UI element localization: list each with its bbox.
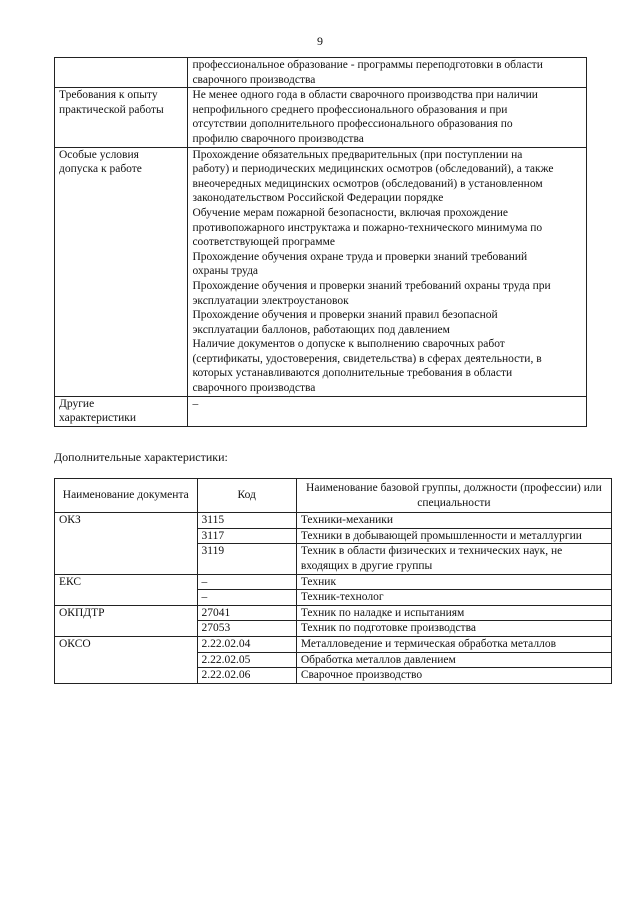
value-line: сварочного производства [192,73,316,86]
row-label [55,88,188,147]
document-cell: ОКЗ [55,513,198,529]
name-cell: Сварочное производство [296,668,611,684]
value-line: Обучение мерам пожарной безопасности, включая прохождение [192,206,509,219]
row-value [188,396,587,426]
code-cell: 2.22.02.06 [197,668,296,684]
value-line: Прохождение обязательных предварительных (при поступлении на [192,148,523,161]
name-cell: Техник по наладке и испытаниям [296,605,611,621]
name-cell: Техники в добывающей промышленности и металлургии [296,528,611,544]
value-line: охраны труда [192,265,259,278]
code-cell: 2.22.02.05 [197,652,296,668]
value-line: эксплуатации электроустановок [192,294,349,307]
document-cell: ЕКС [55,574,198,590]
table-row [55,544,612,574]
code-cell: 27053 [197,621,296,637]
name-cell: Обработка металлов давлением [296,652,611,668]
table-header-row [55,479,612,513]
row-label [55,396,188,426]
document-cell [55,668,198,684]
table-row [55,574,612,590]
document-cell [55,544,198,574]
code-cell: – [197,590,296,606]
requirements-table [54,57,587,427]
value-line: Прохождение обучения охране труда и проверки знаний требований [192,250,528,263]
value-line: сварочного производства [192,382,316,395]
page-number: 9 [317,34,323,48]
document-cell [55,590,198,606]
value-line: Прохождение обучения и проверки знаний правил безопасной [192,309,498,322]
code-cell: 3119 [197,544,296,574]
label-line: допуска к работе [59,163,142,176]
name-cell: Техник по подготовке производства [296,621,611,637]
value-line: профилю сварочного производства [192,132,364,145]
table-row [55,396,587,426]
table-row [55,58,587,88]
label-line: характеристики [59,412,137,425]
value-line: работу) и периодических медицинских осмотров (обследований), а также [192,163,554,176]
table-row [55,528,612,544]
table-row [55,652,612,668]
name-cell: Техники-механики [296,513,611,529]
value-line: (сертификаты, удостоверения, свидетельства) в сферах деятельности, в [192,352,542,365]
value-line: соответствующей программе [192,236,335,249]
row-value [188,147,587,396]
additional-characteristics-heading: Дополнительные характеристики: [54,450,228,464]
value-line: – [192,397,199,410]
row-label [55,58,188,88]
header-name: Наименование базовой группы, должности (профессии) или специальности [296,479,611,513]
value-line: непрофильного среднего профессионального образования и при [192,103,508,116]
table-row [55,513,612,529]
row-value [188,88,587,147]
table-row [55,636,612,652]
table-row [55,605,612,621]
name-cell: Техник-технолог [296,590,611,606]
row-value [188,58,587,88]
document-cell [55,528,198,544]
document-cell: ОКПДТР [55,605,198,621]
value-line: отсутствии дополнительного профессионального образования по [192,118,513,131]
code-cell: 27041 [197,605,296,621]
value-line: противопожарного инструктажа и пожарно-технического минимума по [192,221,543,234]
value-line: которых устанавливаются дополнительные требования в области [192,367,513,380]
name-cell: Техник [296,574,611,590]
code-cell: – [197,574,296,590]
document-cell: ОКСО [55,636,198,652]
value-line: внеочередных медицинских осмотров (обследований) в установленном [192,177,543,190]
table-row [55,668,612,684]
code-cell: 3117 [197,528,296,544]
name-cell: Металловедение и термическая обработка металлов [296,636,611,652]
label-line: Особые условия [59,148,139,161]
value-line: эксплуатации баллонов, работающих под давлением [192,323,450,336]
value-line: Не менее одного года в области сварочного производства при наличии [192,89,538,102]
label-line: практической работы [59,103,164,116]
label-line: Требования к опыту [59,89,158,102]
value-line: профессиональное образование - программы переподготовки в области [192,59,543,71]
name-cell: Техник в области физических и технических наук, не входящих в другие группы [296,544,611,574]
header-code: Код [197,479,296,513]
value-line: Прохождение обучения и проверки знаний требований охраны труда при [192,279,551,292]
value-line: Наличие документов о допуске к выполнению сварочных работ [192,338,505,351]
label-line: Другие [59,397,95,410]
value-line: законодательством Российской Федерации порядке [192,192,444,205]
table-row [55,88,587,147]
table-row [55,590,612,606]
table-row [55,621,612,637]
document-cell [55,652,198,668]
additional-characteristics-table [54,478,612,684]
document-cell [55,621,198,637]
row-label [55,147,188,396]
header-document: Наименование документа [55,479,198,513]
table-row [55,147,587,396]
code-cell: 2.22.02.04 [197,636,296,652]
code-cell: 3115 [197,513,296,529]
